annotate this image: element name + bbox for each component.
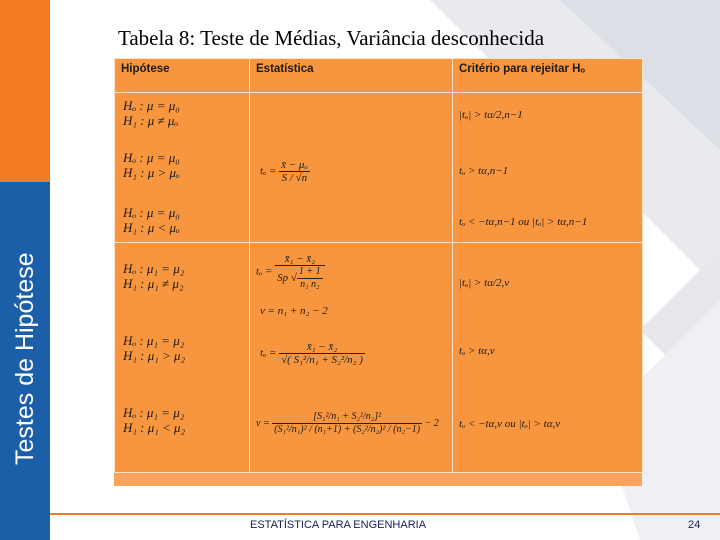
t-statistic-welch <box>260 341 365 366</box>
hypothesis-pair <box>115 259 184 291</box>
null-hypothesis: Hₒ : μ = μ₀ <box>123 205 180 220</box>
statistic-cell-two-sample <box>250 243 453 473</box>
side-title: Testes de Hipótese <box>11 252 39 465</box>
t-statistic-pooled <box>256 253 325 291</box>
left-accent-bar-orange <box>0 0 50 182</box>
sqrt-denominator: n₁ n₂ <box>300 279 320 290</box>
statistic-numerator: x̄₁ − x̄₂ <box>279 341 365 354</box>
hypothesis-pair <box>115 96 180 128</box>
statistic-lhs: tₒ = <box>260 165 280 178</box>
hypothesis-pair <box>115 331 185 363</box>
hypothesis-pair <box>115 403 185 435</box>
statistic-denominator: Sp √ $\frac{1 + 1}{\text{n₁ n₂}}$ <box>277 266 321 290</box>
null-hypothesis: Hₒ : μ = μ₀ <box>123 98 180 113</box>
hypotheses-cell-two-sample <box>115 243 250 473</box>
dof-lhs: ν = <box>256 417 273 429</box>
footer-course-title: ESTATÍSTICA PARA ENGENHARIA <box>250 519 427 531</box>
header-criterion: Critério para rejeitar Hₒ <box>453 59 643 93</box>
alt-hypothesis: H₁ : μ₁ < μ₂ <box>123 420 186 435</box>
statistic-fraction <box>279 159 309 184</box>
rejection-criterion: |tₒ| > tα/2,ν <box>459 277 510 289</box>
t-statistic-one-sample <box>260 159 310 184</box>
rejection-criterion: tₒ > tα,n−1 <box>459 165 509 177</box>
header-statistic: Estatística <box>250 59 453 93</box>
criterion-cell-one-sample <box>453 93 643 243</box>
table-title: Tabela 8: Teste de Médias, Variância desconhecida <box>118 26 545 50</box>
alt-hypothesis: H₁ : μ ≠ μₒ <box>123 113 179 128</box>
hypotheses-cell-one-sample <box>115 93 250 243</box>
alt-hypothesis: H₁ : μ₁ ≠ μ₂ <box>123 276 184 291</box>
dof-fraction <box>272 411 422 436</box>
alt-hypothesis: H₁ : μ > μₒ <box>123 165 180 180</box>
alt-hypothesis: H₁ : μ₁ > μ₂ <box>123 348 186 363</box>
statistic-cell-one-sample <box>250 93 453 243</box>
null-hypothesis: Hₒ : μ₁ = μ₂ <box>123 333 185 348</box>
hypothesis-table <box>114 58 643 473</box>
dof-numerator: [S₁²/n₁ + S₂²/n₂]² <box>272 411 422 424</box>
alt-hypothesis: H₁ : μ < μₒ <box>123 220 180 235</box>
statistic-denominator: √( S₁²/n₁ + S₂²/n₂ ) <box>281 354 363 366</box>
table-row-two-sample <box>115 243 643 473</box>
statistic-fraction <box>279 341 365 366</box>
page-number: 24 <box>688 519 701 531</box>
pooled-sd: Sp <box>277 272 289 285</box>
degrees-of-freedom-welch <box>256 411 439 436</box>
table-row-one-sample <box>115 93 643 243</box>
hypothesis-pair <box>115 148 180 180</box>
rejection-criterion: tₒ < −tα,ν ou |tₒ| > tα,ν <box>459 418 561 430</box>
hypothesis-pair <box>115 203 180 235</box>
dof-denominator: (S₁²/n₁)² / (n₁+1) + (S₂²/n₂)² / (n₂−1) <box>274 424 421 435</box>
null-hypothesis: Hₒ : μ = μ₀ <box>123 150 180 165</box>
footer-divider <box>50 513 720 515</box>
table-header-row <box>115 59 643 93</box>
header-hypothesis: Hipótese <box>115 59 250 93</box>
sqrt-numerator: 1 + 1 <box>298 266 321 277</box>
statistic-denominator: S / √n <box>281 172 308 184</box>
statistic-numerator: x̄₁ − x̄₂ <box>275 253 325 266</box>
statistic-numerator: x̄ − μₒ <box>281 159 308 171</box>
rejection-criterion: |tₒ| > tα/2,n−1 <box>459 109 523 121</box>
sqrt-fraction <box>297 266 323 291</box>
rejection-criterion: tₒ < −tα,n−1 ou |tₒ| > tα,n−1 <box>459 216 588 228</box>
degrees-of-freedom-pooled: ν = n₁ + n₂ − 2 <box>260 305 328 317</box>
statistic-fraction <box>275 253 325 291</box>
criterion-cell-two-sample <box>453 243 643 473</box>
statistic-lhs: tₒ = <box>256 265 276 278</box>
table-panel <box>114 58 642 486</box>
statistic-lhs: tₒ = <box>260 347 280 360</box>
null-hypothesis: Hₒ : μ₁ = μ₂ <box>123 261 185 276</box>
null-hypothesis: Hₒ : μ₁ = μ₂ <box>123 405 185 420</box>
rejection-criterion: tₒ > tα,ν <box>459 345 495 357</box>
dof-tail: − 2 <box>424 417 439 429</box>
